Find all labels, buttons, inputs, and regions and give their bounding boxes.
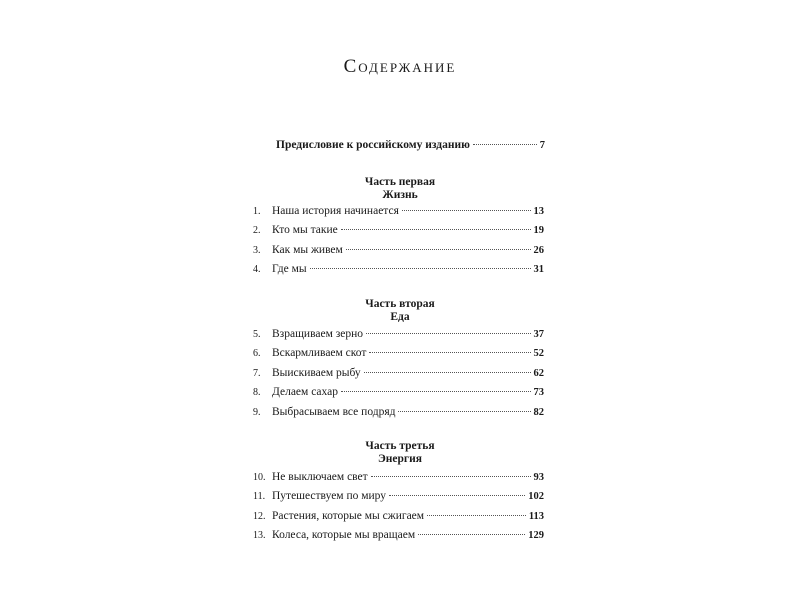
toc-entry-label: Как мы живем (272, 243, 343, 256)
chapter-number: 3. (253, 244, 261, 256)
dot-leader (341, 229, 531, 230)
toc-entry[interactable] (253, 205, 544, 224)
toc-entry-label: Колеса, которые мы вращаем (272, 529, 416, 542)
toc-entry-page: 37 (533, 329, 544, 340)
chapter-list (253, 471, 544, 549)
dot-leader (398, 411, 530, 412)
toc-entry-label: Наша история начинается (272, 205, 399, 217)
toc-entry-page: 93 (533, 472, 544, 483)
toc-entry-page: 26 (533, 244, 544, 256)
toc-entry-label: Кто мы такие (272, 224, 338, 237)
toc-entry-page: 113 (528, 510, 544, 522)
part-heading (0, 440, 800, 466)
toc-entry-page: 129 (528, 530, 544, 542)
toc-entry-page: 62 (533, 367, 544, 379)
part-heading (0, 298, 800, 324)
part-name: Энергия (378, 453, 422, 465)
toc-entry-label: Где мы (272, 263, 307, 276)
dot-leader (369, 352, 530, 353)
toc-entry-label: Путешествуем по миру (272, 490, 387, 503)
dot-leader (418, 534, 525, 535)
toc-entry-page: 7 (539, 140, 545, 151)
chapter-number: 8. (253, 387, 261, 399)
toc-entry[interactable] (253, 328, 544, 347)
toc-entry-label: Не выключаем свет (272, 471, 368, 483)
dot-leader (341, 391, 531, 392)
dot-leader (427, 515, 526, 516)
toc-entry[interactable] (253, 406, 544, 425)
toc-entry-label: Делаем сахар (272, 386, 338, 399)
toc-entry-page: 19 (533, 225, 544, 237)
part-label: Часть третья (365, 440, 435, 452)
dot-leader (402, 210, 531, 211)
chapter-number: 6. (253, 348, 261, 360)
toc-entry-page: 73 (533, 387, 544, 399)
chapter-number: 4. (253, 264, 261, 276)
chapter-number: 11. (253, 491, 266, 503)
dot-leader (389, 495, 525, 496)
toc-entry[interactable] (253, 510, 544, 529)
toc-entry-preface[interactable] (276, 139, 545, 151)
chapter-number: 1. (253, 206, 261, 217)
chapter-list (253, 205, 544, 283)
toc-entry[interactable] (253, 224, 544, 243)
toc-entry-label: Вскармливаем скот (272, 347, 367, 360)
toc-entry-page: 102 (528, 491, 544, 503)
part-name: Еда (390, 311, 410, 323)
toc-entry[interactable] (253, 367, 544, 386)
chapter-number: 13. (253, 530, 266, 542)
chapter-number: 10. (253, 472, 266, 483)
chapter-list (253, 328, 544, 425)
chapter-number: 7. (253, 367, 261, 379)
toc-entry-page: 31 (533, 264, 544, 276)
chapter-number: 2. (253, 225, 261, 237)
toc-entry-label: Взращиваем зерно (272, 328, 364, 340)
dot-leader (310, 268, 531, 269)
toc-entry[interactable] (253, 263, 544, 282)
dot-leader (366, 333, 530, 334)
part-label: Часть вторая (365, 298, 435, 310)
dot-leader (371, 476, 531, 477)
toc-entry-page: 52 (533, 348, 544, 360)
toc-entry[interactable] (253, 244, 544, 263)
part-heading (0, 176, 800, 202)
toc-entry-page: 13 (533, 206, 544, 217)
dot-leader (364, 372, 531, 373)
toc-entry[interactable] (253, 529, 544, 548)
part-name: Жизнь (382, 189, 418, 201)
dot-leader (346, 249, 531, 250)
part-label: Часть первая (364, 176, 436, 188)
toc-entry-label: Выбрасываем все подряд (272, 405, 396, 418)
chapter-number: 9. (253, 406, 261, 418)
page-title: Содержание (343, 56, 457, 77)
toc-entry[interactable] (253, 347, 544, 366)
toc-entry-label: Предисловие к российскому изданию (276, 139, 470, 151)
toc-entry[interactable] (253, 490, 544, 509)
chapter-number: 12. (253, 510, 266, 522)
toc-entry[interactable] (253, 386, 544, 405)
dot-leader (473, 144, 537, 145)
toc-entry-label: Растения, которые мы сжигаем (272, 509, 425, 522)
toc-entry-page: 82 (533, 406, 544, 418)
toc-entry[interactable] (253, 471, 544, 490)
toc-entry-label: Выискиваем рыбу (272, 366, 361, 379)
chapter-number: 5. (253, 329, 261, 340)
